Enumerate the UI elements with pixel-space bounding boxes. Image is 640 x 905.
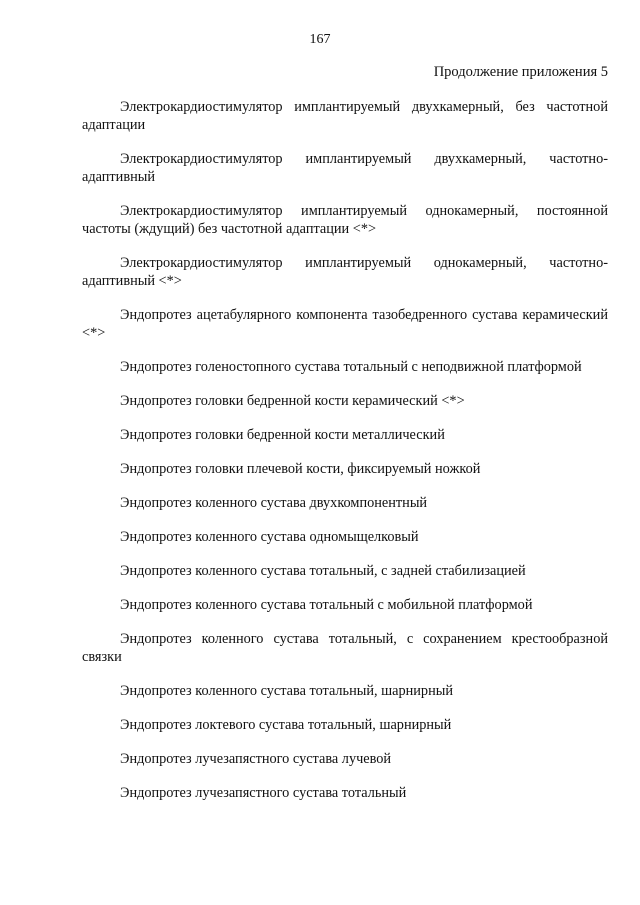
list-item: Эндопротез коленного сустава тотальный, с задней стабилизацией	[120, 563, 526, 579]
list-item: Электрокардиостимулятор имплантируемый двухкамерный, без частотной адаптации	[82, 99, 608, 133]
list-item: Эндопротез лучезапястного сустава лучевой	[120, 751, 392, 767]
list-item: Эндопротез лучезапястного сустава тотальный	[120, 785, 407, 801]
list-item: Электрокардиостимулятор имплантируемый однокамерный, частотно-адаптивный <*>	[82, 255, 608, 289]
page-number: 167	[309, 32, 331, 47]
list-item: Эндопротез коленного сустава тотальный с мобильной платформой	[120, 597, 533, 613]
continuation-label: Продолжение приложения 5	[433, 64, 608, 80]
list-item: Эндопротез головки плечевой кости, фиксируемый ножкой	[120, 461, 481, 477]
list-item: Эндопротез головки бедренной кости керамический <*>	[120, 393, 465, 409]
list-item: Электрокардиостимулятор имплантируемый двухкамерный, частотно-адаптивный	[82, 151, 608, 185]
list-item: Эндопротез голеностопного сустава тотальный с неподвижной платформой	[120, 359, 582, 375]
list-item: Электрокардиостимулятор имплантируемый однокамерный, постоянной частоты (ждущий) без частотной адаптации <*>	[82, 203, 608, 237]
list-item: Эндопротез коленного сустава двухкомпонентный	[120, 495, 428, 511]
list-item: Эндопротез коленного сустава тотальный, шарнирный	[120, 683, 453, 699]
list-item: Эндопротез коленного сустава тотальный, с сохранением крестообразной связки	[82, 631, 608, 665]
entry-list	[82, 98, 608, 818]
list-item: Эндопротез ацетабулярного компонента тазобедренного сустава керамический <*>	[82, 307, 608, 341]
list-item: Эндопротез коленного сустава одномыщелковый	[120, 529, 419, 545]
list-item: Эндопротез локтевого сустава тотальный, шарнирный	[120, 717, 452, 733]
list-item: Эндопротез головки бедренной кости металлический	[120, 427, 445, 443]
